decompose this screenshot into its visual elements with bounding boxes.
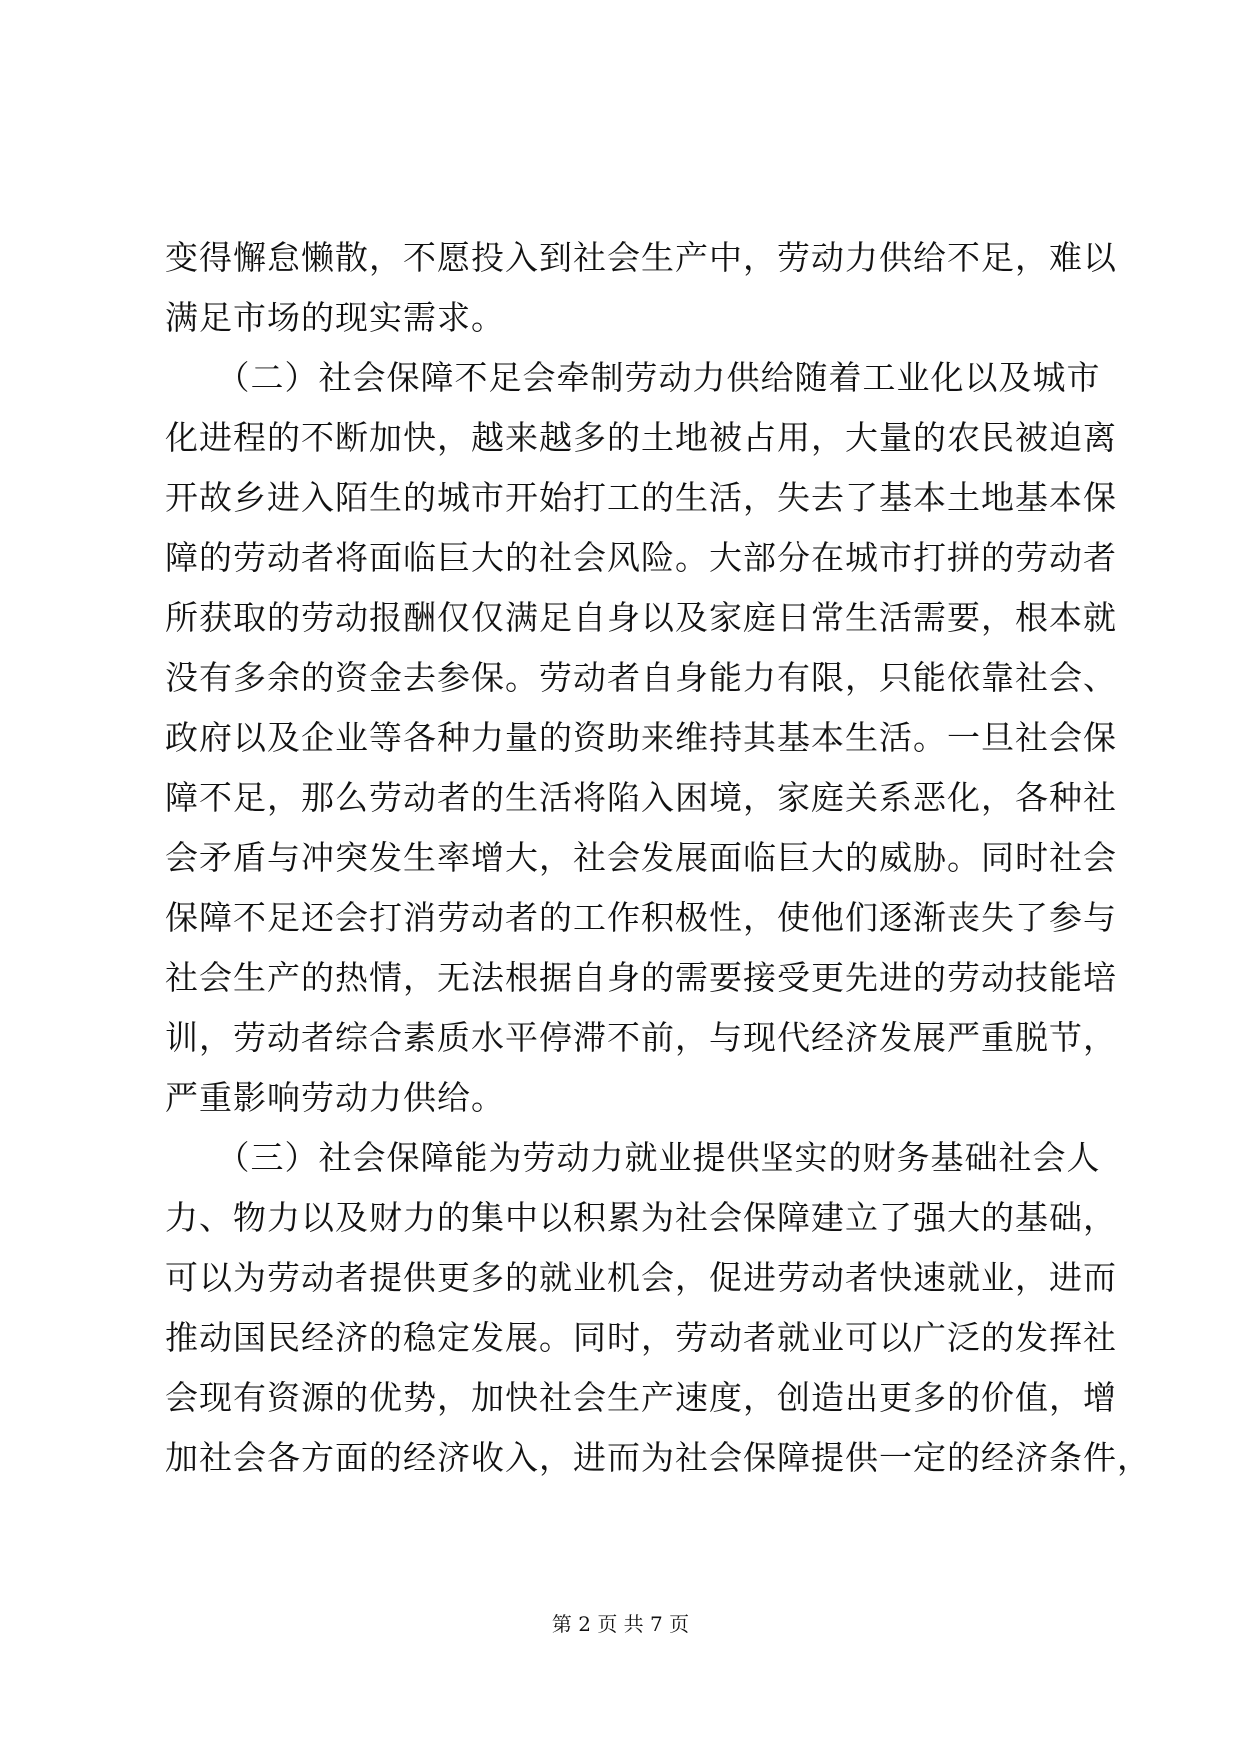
text-line: 保障不足还会打消劳动者的工作积极性，使他们逐渐丧失了参与 [165, 898, 1117, 937]
text-line: 开故乡进入陌生的城市开始打工的生活，失去了基本土地基本保 [165, 478, 1117, 517]
text-line: 政府以及企业等各种力量的资助来维持其基本生活。一旦社会保 [165, 718, 1117, 757]
text-line: 障不足，那么劳动者的生活将陷入困境，家庭关系恶化，各种社 [165, 778, 1117, 817]
text-line: 所获取的劳动报酬仅仅满足自身以及家庭日常生活需要，根本就 [165, 598, 1117, 637]
text-line: （二）社会保障不足会牵制劳动力供给随着工业化以及城市 [165, 358, 1101, 397]
text-line: 社会生产的热情，无法根据自身的需要接受更先进的劳动技能培 [165, 958, 1117, 997]
body-text [165, 228, 1151, 1488]
text-line: 力、物力以及财力的集中以积累为社会保障建立了强大的基础， [165, 1198, 1117, 1237]
text-line: 变得懈怠懒散，不愿投入到社会生产中，劳动力供给不足，难以 [165, 238, 1117, 277]
text-line: （三）社会保障能为劳动力就业提供坚实的财务基础社会人 [165, 1138, 1101, 1177]
text-line: 障的劳动者将面临巨大的社会风险。大部分在城市打拼的劳动者 [165, 538, 1117, 577]
text-line: 化进程的不断加快，越来越多的土地被占用，大量的农民被迫离 [165, 418, 1117, 457]
page-number-footer: 第 2 页 共 7 页 [551, 1612, 690, 1636]
text-line: 满足市场的现实需求。 [165, 298, 505, 337]
text-line: 可以为劳动者提供更多的就业机会，促进劳动者快速就业，进而 [165, 1258, 1117, 1297]
text-line: 会现有资源的优势，加快社会生产速度，创造出更多的价值，增 [165, 1378, 1117, 1417]
text-line: 训，劳动者综合素质水平停滞不前，与现代经济发展严重脱节， [165, 1018, 1117, 1057]
text-line: 没有多余的资金去参保。劳动者自身能力有限，只能依靠社会、 [165, 658, 1117, 697]
text-line: 严重影响劳动力供给。 [165, 1078, 505, 1117]
text-line: 会矛盾与冲突发生率增大，社会发展面临巨大的威胁。同时社会 [165, 838, 1117, 877]
text-line: 推动国民经济的稳定发展。同时，劳动者就业可以广泛的发挥社 [165, 1318, 1117, 1357]
text-line: 加社会各方面的经济收入，进而为社会保障提供一定的经济条件， [165, 1438, 1151, 1477]
